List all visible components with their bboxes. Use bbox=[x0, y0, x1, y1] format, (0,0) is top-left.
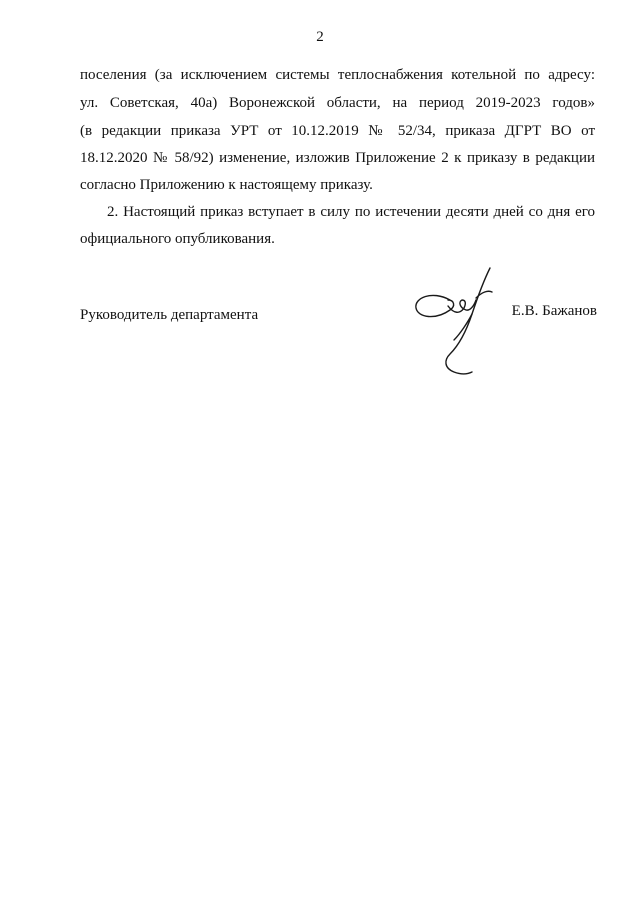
paragraph-2-line-1: 2. Настоящий приказ вступает в силу по истечении десяти дней со дня его bbox=[107, 204, 595, 220]
body-line-1: поселения (за исключением системы теплоснабжения котельной по адресу: bbox=[80, 67, 595, 83]
body-line-3: (в редакции приказа УРТ от 10.12.2019 № 52/34, приказа ДГРТ ВО от bbox=[80, 123, 595, 139]
paragraph-2-line-2: официального опубликования. bbox=[80, 231, 275, 247]
page-number: 2 bbox=[316, 29, 324, 45]
signatory-name: Е.В. Бажанов bbox=[511, 303, 597, 319]
body-line-5: согласно Приложению к настоящему приказу. bbox=[80, 177, 373, 193]
handwritten-signature bbox=[410, 262, 510, 382]
body-line-2: ул. Советская, 40а) Воронежской области, на период 2019-2023 годов» bbox=[80, 95, 595, 111]
signatory-position: Руководитель департамента bbox=[80, 307, 259, 323]
body-line-4: 18.12.2020 № 58/92) изменение, изложив Приложение 2 к приказу в редакции bbox=[80, 150, 595, 166]
